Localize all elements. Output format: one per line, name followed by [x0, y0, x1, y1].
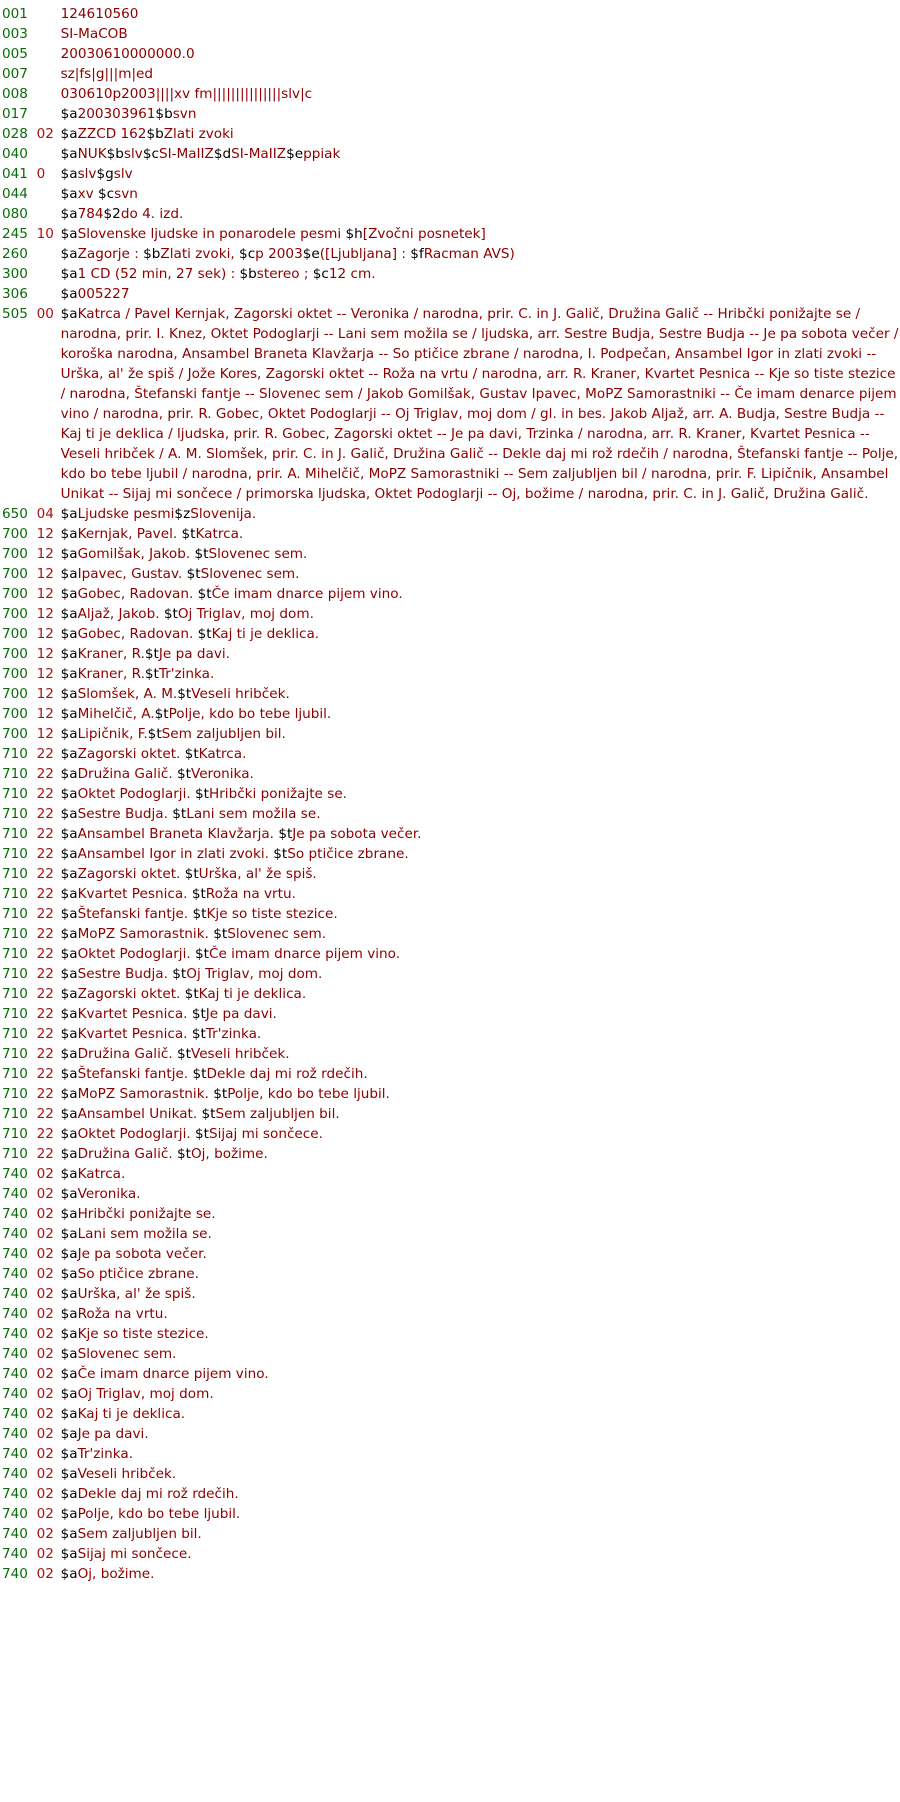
- marc-field-041: [0, 164, 900, 184]
- field-indicators: 22: [36, 1126, 54, 1142]
- field-tag: 710: [2, 1106, 28, 1122]
- field-value: 124610560: [60, 6, 139, 22]
- field-value: $aDružina Galič. $tVeronika.: [60, 766, 254, 782]
- field-tag: 700: [2, 726, 28, 742]
- field-value: $aZagorski oktet. $tKaj ti je deklica.: [60, 986, 307, 1002]
- marc-field-740: [0, 1224, 900, 1244]
- marc-field-740: [0, 1464, 900, 1484]
- field-value: $a1 CD (52 min, 27 sek) : $bstereo ; $c12 cm.: [60, 266, 376, 282]
- marc-field-700: [0, 724, 900, 744]
- field-value: $aAnsambel Igor in zlati zvoki. $tSo ptičice zbrane.: [60, 846, 409, 862]
- field-value: $aKatrca / Pavel Kernjak, Zagorski oktet -- Veronika / narodna, prir. C. in J. Galič, Družina Galič -- Hribčki ponižajte se / narodna, prir. I. Knez, Oktet Podoglarji -- Lani sem možila se / ljudska, arr. Sestre Budja, Sestre Budja -- Je pa sobota večer / koroška narodna, Ansambel Braneta Klavžarja -- So ptičice zbrane / narodna, I. Podpečan, Ansambel Igor in zlati zvoki -- Urška, al' že spiš / Jože Kores, Zagorski oktet -- Roža na vrtu / narodna, arr. R. Kraner, Kvartet Pesnica -- Kje so tiste stezice / narodna, Štefanski fantje -- Slovenec sem / Jakob Gomilšak, Gustav Ipavec, MoPZ Samorastniki -- Če imam denarce pijem vino / narodna, prir. R. Gobec, Oktet Podoglarji -- Oj Triglav, moj dom / gl. in bes. Jakob Aljaž, arr. A. Budja, Sestre Budja -- Kaj ti je deklica / ljudska, prir. R. Gobec, Zagorski oktet -- Je pa davi, Trzinka / narodna, arr. R. Kraner, Kvartet Pesnica -- Veseli hribček / A. M. Slomšek, prir. C. in J. Galič, Družina Galič -- Dekle daj mi rož rdečih / narodna, Štefanski fantje -- Polje, kdo bo tebe ljubil / narodna, prir. A. Mihelčič, MoPZ Samorastniki -- Sem zaljubljen bil / narodna, prir. F. Lipičnik, Ansambel Unikat -- Sijaj mi sončece / primorska ljudska, Oktet Podoglarji -- Oj, božime / narodna, prir. C. in J. Galič, Družina Galič.: [60, 306, 899, 502]
- marc-field-740: [0, 1244, 900, 1264]
- field-indicators: 02: [36, 1546, 54, 1562]
- field-tag: 740: [2, 1506, 28, 1522]
- field-value: $aZagorski oktet. $tUrška, al' že spiš.: [60, 866, 317, 882]
- field-value: $aRoža na vrtu.: [60, 1306, 168, 1322]
- field-value: $aUrška, al' že spiš.: [60, 1286, 196, 1302]
- field-value: $aŠtefanski fantje. $tDekle daj mi rož rdečih.: [60, 1066, 368, 1082]
- field-tag: 300: [2, 266, 28, 282]
- field-value: $aKernjak, Pavel. $tKatrca.: [60, 526, 244, 542]
- marc-field-710: [0, 864, 900, 884]
- field-indicators: 12: [36, 626, 54, 642]
- field-tag: 740: [2, 1286, 28, 1302]
- marc-field-710: [0, 984, 900, 1004]
- marc-field-710: [0, 804, 900, 824]
- field-value: $aVeseli hribček.: [60, 1466, 177, 1482]
- field-indicators: 02: [36, 1346, 54, 1362]
- field-value: $aHribčki ponižajte se.: [60, 1206, 216, 1222]
- field-tag: 740: [2, 1566, 28, 1582]
- field-value: $aPolje, kdo bo tebe ljubil.: [60, 1506, 241, 1522]
- field-value: $aIpavec, Gustav. $tSlovenec sem.: [60, 566, 300, 582]
- field-indicators: 22: [36, 1046, 54, 1062]
- field-indicators: 12: [36, 566, 54, 582]
- field-tag: 245: [2, 226, 28, 242]
- marc-field-740: [0, 1424, 900, 1444]
- field-tag: 007: [2, 66, 28, 82]
- marc-field-700: [0, 684, 900, 704]
- field-indicators: 02: [36, 1406, 54, 1422]
- field-tag: 710: [2, 906, 28, 922]
- field-value: $aMihelčič, A.$tPolje, kdo bo tebe ljubil.: [60, 706, 332, 722]
- field-value: $axv $csvn: [60, 186, 138, 202]
- field-tag: 710: [2, 1006, 28, 1022]
- field-value: $aMoPZ Samorastnik. $tPolje, kdo bo tebe ljubil.: [60, 1086, 390, 1102]
- field-indicators: 22: [36, 926, 54, 942]
- field-value: $aMoPZ Samorastnik. $tSlovenec sem.: [60, 926, 327, 942]
- field-indicators: 12: [36, 666, 54, 682]
- field-tag: 740: [2, 1546, 28, 1562]
- field-value: $aČe imam dnarce pijem vino.: [60, 1366, 269, 1382]
- field-indicators: 12: [36, 686, 54, 702]
- field-value: $aŠtefanski fantje. $tKje so tiste stezice.: [60, 906, 338, 922]
- field-tag: 710: [2, 886, 28, 902]
- field-tag: 700: [2, 526, 28, 542]
- marc-field-700: [0, 564, 900, 584]
- field-indicators: 02: [36, 1246, 54, 1262]
- field-value: $aLipičnik, F.$tSem zaljubljen bil.: [60, 726, 286, 742]
- field-tag: 005: [2, 46, 28, 62]
- field-value: $aKatrca.: [60, 1166, 126, 1182]
- field-tag: 710: [2, 766, 28, 782]
- field-indicators: 02: [36, 1426, 54, 1442]
- marc-field-008: [0, 84, 900, 104]
- marc-field-710: [0, 924, 900, 944]
- field-tag: 740: [2, 1426, 28, 1442]
- field-tag: 700: [2, 686, 28, 702]
- field-value: $aSo ptičice zbrane.: [60, 1266, 199, 1282]
- field-indicators: 02: [36, 1386, 54, 1402]
- field-value: $aDružina Galič. $tVeseli hribček.: [60, 1046, 290, 1062]
- field-tag: 710: [2, 806, 28, 822]
- field-tag: 710: [2, 786, 28, 802]
- field-value: $aZZCD 162$bZlati zvoki: [60, 126, 234, 142]
- marc-field-740: [0, 1524, 900, 1544]
- field-value: $a200303961$bsvn: [60, 106, 197, 122]
- field-tag: 740: [2, 1206, 28, 1222]
- field-tag: 740: [2, 1186, 28, 1202]
- marc-field-700: [0, 664, 900, 684]
- marc-field-710: [0, 944, 900, 964]
- field-value: $aGomilšak, Jakob. $tSlovenec sem.: [60, 546, 308, 562]
- field-tag: 710: [2, 966, 28, 982]
- marc-field-710: [0, 1104, 900, 1124]
- field-value: $aOj Triglav, moj dom.: [60, 1386, 214, 1402]
- field-indicators: 02: [36, 1306, 54, 1322]
- field-indicators: 22: [36, 746, 54, 762]
- marc-field-700: [0, 704, 900, 724]
- field-indicators: 22: [36, 886, 54, 902]
- field-indicators: 22: [36, 766, 54, 782]
- field-indicators: 02: [36, 1526, 54, 1542]
- field-indicators: 12: [36, 526, 54, 542]
- field-value: $aOktet Podoglarji. $tSijaj mi sončece.: [60, 1126, 323, 1142]
- field-tag: 700: [2, 666, 28, 682]
- field-indicators: 22: [36, 826, 54, 842]
- field-tag: 710: [2, 826, 28, 842]
- field-value: $aKaj ti je deklica.: [60, 1406, 186, 1422]
- field-value: $aTr'zinka.: [60, 1446, 134, 1462]
- field-indicators: 02: [36, 1166, 54, 1182]
- field-tag: 041: [2, 166, 28, 182]
- marc-field-740: [0, 1344, 900, 1364]
- field-value: $a005227: [60, 286, 130, 302]
- field-tag: 740: [2, 1166, 28, 1182]
- field-value: $aLjudske pesmi$zSlovenija.: [60, 506, 257, 522]
- marc-field-710: [0, 1044, 900, 1064]
- field-tag: 710: [2, 746, 28, 762]
- field-value: $aLani sem možila se.: [60, 1226, 212, 1242]
- field-indicators: 12: [36, 646, 54, 662]
- marc-field-044: [0, 184, 900, 204]
- field-indicators: 22: [36, 846, 54, 862]
- field-indicators: 02: [36, 1186, 54, 1202]
- field-indicators: 02: [36, 1366, 54, 1382]
- field-tag: 740: [2, 1366, 28, 1382]
- field-indicators: 22: [36, 1086, 54, 1102]
- field-indicators: 02: [36, 1566, 54, 1582]
- field-indicators: 22: [36, 1006, 54, 1022]
- marc-field-740: [0, 1544, 900, 1564]
- field-value: $aZagorski oktet. $tKatrca.: [60, 746, 247, 762]
- field-tag: 650: [2, 506, 28, 522]
- field-value: $aAnsambel Unikat. $tSem zaljubljen bil.: [60, 1106, 340, 1122]
- field-indicators: 02: [36, 1466, 54, 1482]
- marc-field-740: [0, 1264, 900, 1284]
- field-indicators: 02: [36, 1286, 54, 1302]
- field-tag: 710: [2, 866, 28, 882]
- field-tag: 260: [2, 246, 28, 262]
- field-tag: 505: [2, 306, 28, 322]
- field-tag: 740: [2, 1346, 28, 1362]
- field-tag: 740: [2, 1486, 28, 1502]
- field-tag: 710: [2, 926, 28, 942]
- marc-field-700: [0, 584, 900, 604]
- field-value: $aVeronika.: [60, 1186, 141, 1202]
- field-tag: 710: [2, 986, 28, 1002]
- marc-field-007: [0, 64, 900, 84]
- marc-field-260: [0, 244, 900, 264]
- marc-field-740: [0, 1304, 900, 1324]
- field-indicators: 12: [36, 706, 54, 722]
- field-value: 030610p2003||||xv fm|||||||||||||||slv|c: [60, 86, 313, 102]
- field-tag: 700: [2, 706, 28, 722]
- marc-field-740: [0, 1484, 900, 1504]
- field-tag: 001: [2, 6, 28, 22]
- marc-field-300: [0, 264, 900, 284]
- field-value: $aNUK$bslv$cSI-MaIIZ$dSI-MaIIZ$eppiak: [60, 146, 341, 162]
- field-tag: 740: [2, 1466, 28, 1482]
- field-value: 20030610000000.0: [60, 46, 195, 62]
- marc-field-710: [0, 1084, 900, 1104]
- field-value: $aslv$gslv: [60, 166, 133, 182]
- field-value: $aOj, božime.: [60, 1566, 155, 1582]
- field-value: $aKje so tiste stezice.: [60, 1326, 209, 1342]
- field-tag: 044: [2, 186, 28, 202]
- marc-field-700: [0, 644, 900, 664]
- field-tag: 740: [2, 1266, 28, 1282]
- field-value: $aSem zaljubljen bil.: [60, 1526, 202, 1542]
- field-tag: 740: [2, 1446, 28, 1462]
- marc-field-306: [0, 284, 900, 304]
- field-tag: 700: [2, 606, 28, 622]
- field-tag: 740: [2, 1406, 28, 1422]
- field-value: $aSlovenec sem.: [60, 1346, 177, 1362]
- field-tag: 740: [2, 1246, 28, 1262]
- field-tag: 700: [2, 646, 28, 662]
- marc-field-710: [0, 1144, 900, 1164]
- field-tag: 017: [2, 106, 28, 122]
- marc-field-740: [0, 1284, 900, 1304]
- field-tag: 740: [2, 1306, 28, 1322]
- marc-field-740: [0, 1364, 900, 1384]
- field-tag: 028: [2, 126, 28, 142]
- field-tag: 710: [2, 1086, 28, 1102]
- field-indicators: 22: [36, 1026, 54, 1042]
- field-value: $a784$2do 4. izd.: [60, 206, 184, 222]
- field-value: $aKvartet Pesnica. $tRoža na vrtu.: [60, 886, 296, 902]
- field-indicators: 0: [36, 166, 46, 182]
- field-indicators: 10: [36, 226, 54, 242]
- field-indicators: 22: [36, 946, 54, 962]
- marc-field-740: [0, 1564, 900, 1584]
- marc-field-740: [0, 1324, 900, 1344]
- field-value: $aGobec, Radovan. $tKaj ti je deklica.: [60, 626, 320, 642]
- field-indicators: 22: [36, 966, 54, 982]
- field-value: $aKvartet Pesnica. $tTr'zinka.: [60, 1026, 262, 1042]
- field-indicators: 12: [36, 586, 54, 602]
- field-indicators: 22: [36, 1146, 54, 1162]
- field-value: $aAljaž, Jakob. $tOj Triglav, moj dom.: [60, 606, 314, 622]
- field-tag: 710: [2, 946, 28, 962]
- marc-field-740: [0, 1504, 900, 1524]
- marc-field-505: [0, 304, 900, 504]
- field-value: $aDružina Galič. $tOj, božime.: [60, 1146, 268, 1162]
- marc-field-700: [0, 604, 900, 624]
- field-value: $aKvartet Pesnica. $tJe pa davi.: [60, 1006, 277, 1022]
- field-tag: 710: [2, 1026, 28, 1042]
- field-indicators: 12: [36, 726, 54, 742]
- field-indicators: 04: [36, 506, 54, 522]
- field-indicators: 02: [36, 126, 54, 142]
- marc-field-710: [0, 1124, 900, 1144]
- field-tag: 710: [2, 1046, 28, 1062]
- marc-field-017: [0, 104, 900, 124]
- field-value: SI-MaCOB: [60, 26, 128, 42]
- marc-field-710: [0, 884, 900, 904]
- field-tag: 040: [2, 146, 28, 162]
- field-value: $aOktet Podoglarji. $tČe imam dnarce pijem vino.: [60, 946, 401, 962]
- field-value: $aJe pa davi.: [60, 1426, 149, 1442]
- marc-field-700: [0, 544, 900, 564]
- field-indicators: 22: [36, 806, 54, 822]
- marc-field-740: [0, 1404, 900, 1424]
- field-value: $aSlomšek, A. M.$tVeseli hribček.: [60, 686, 290, 702]
- field-tag: 740: [2, 1526, 28, 1542]
- marc-field-080: [0, 204, 900, 224]
- field-value: $aSijaj mi sončece.: [60, 1546, 192, 1562]
- marc-field-740: [0, 1184, 900, 1204]
- field-value: $aSestre Budja. $tLani sem možila se.: [60, 806, 321, 822]
- field-value: $aZagorje : $bZlati zvoki, $cp 2003$e([Ljubljana] : $fRacman AVS): [60, 246, 515, 262]
- marc-field-005: [0, 44, 900, 64]
- marc-field-710: [0, 1004, 900, 1024]
- field-tag: 700: [2, 566, 28, 582]
- marc-field-650: [0, 504, 900, 524]
- field-indicators: 22: [36, 866, 54, 882]
- field-tag: 710: [2, 1126, 28, 1142]
- field-indicators: 22: [36, 906, 54, 922]
- marc-field-001: [0, 4, 900, 24]
- field-tag: 740: [2, 1326, 28, 1342]
- marc-field-710: [0, 744, 900, 764]
- field-value: sz|fs|g|||m|ed: [60, 66, 154, 82]
- field-tag: 306: [2, 286, 28, 302]
- field-indicators: 02: [36, 1266, 54, 1282]
- field-value: $aOktet Podoglarji. $tHribčki ponižajte se.: [60, 786, 348, 802]
- marc-field-710: [0, 1064, 900, 1084]
- field-tag: 008: [2, 86, 28, 102]
- field-indicators: 12: [36, 546, 54, 562]
- marc-field-700: [0, 524, 900, 544]
- marc-field-710: [0, 824, 900, 844]
- marc-field-710: [0, 844, 900, 864]
- field-tag: 700: [2, 626, 28, 642]
- field-tag: 003: [2, 26, 28, 42]
- field-value: $aDekle daj mi rož rdečih.: [60, 1486, 239, 1502]
- marc-field-040: [0, 144, 900, 164]
- marc-field-740: [0, 1204, 900, 1224]
- field-value: $aJe pa sobota večer.: [60, 1246, 207, 1262]
- field-value: $aSlovenske ljudske in ponarodele pesmi $h[Zvočni posnetek]: [60, 226, 486, 242]
- marc-field-710: [0, 1024, 900, 1044]
- field-value: $aSestre Budja. $tOj Triglav, moj dom.: [60, 966, 323, 982]
- marc-field-740: [0, 1384, 900, 1404]
- field-tag: 710: [2, 1146, 28, 1162]
- marc-field-710: [0, 904, 900, 924]
- field-indicators: 12: [36, 606, 54, 622]
- field-tag: 740: [2, 1386, 28, 1402]
- field-indicators: 22: [36, 786, 54, 802]
- field-tag: 710: [2, 1066, 28, 1082]
- field-indicators: 02: [36, 1326, 54, 1342]
- field-value: $aKraner, R.$tJe pa davi.: [60, 646, 230, 662]
- field-tag: 740: [2, 1226, 28, 1242]
- field-indicators: 02: [36, 1446, 54, 1462]
- field-value: $aAnsambel Braneta Klavžarja. $tJe pa sobota večer.: [60, 826, 422, 842]
- marc-field-710: [0, 964, 900, 984]
- field-indicators: 02: [36, 1206, 54, 1222]
- marc-field-710: [0, 764, 900, 784]
- field-indicators: 22: [36, 1106, 54, 1122]
- field-tag: 700: [2, 546, 28, 562]
- field-indicators: 02: [36, 1486, 54, 1502]
- marc-field-245: [0, 224, 900, 244]
- marc-field-740: [0, 1444, 900, 1464]
- field-tag: 710: [2, 846, 28, 862]
- field-indicators: 02: [36, 1506, 54, 1522]
- marc-field-028: [0, 124, 900, 144]
- field-value: $aGobec, Radovan. $tČe imam dnarce pijem vino.: [60, 586, 403, 602]
- field-indicators: 22: [36, 986, 54, 1002]
- field-tag: 700: [2, 586, 28, 602]
- marc-field-003: [0, 24, 900, 44]
- field-indicators: 00: [36, 306, 54, 322]
- marc-field-710: [0, 784, 900, 804]
- marc-field-740: [0, 1164, 900, 1184]
- field-value: $aKraner, R.$tTr'zinka.: [60, 666, 215, 682]
- field-tag: 080: [2, 206, 28, 222]
- field-indicators: 02: [36, 1226, 54, 1242]
- marc-field-700: [0, 624, 900, 644]
- field-indicators: 22: [36, 1066, 54, 1082]
